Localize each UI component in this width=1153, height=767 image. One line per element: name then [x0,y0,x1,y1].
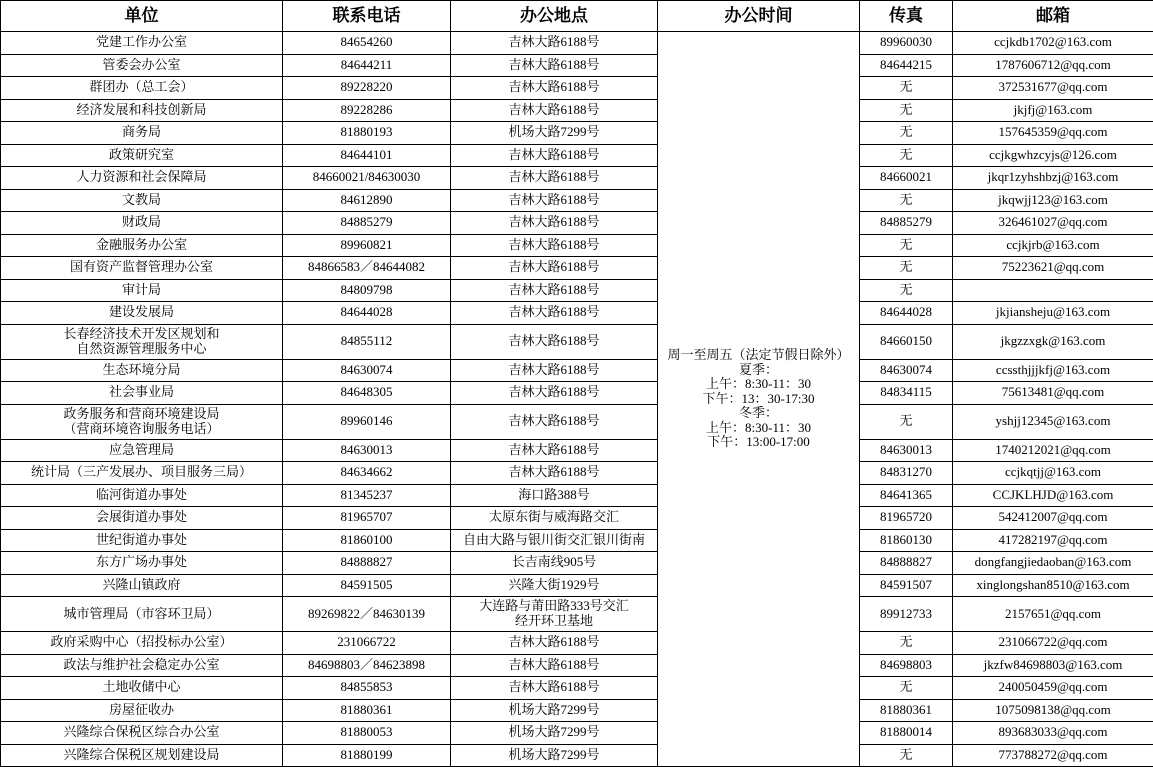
table-row [1,189,1153,212]
cell-unit: 统计局（三产发展办、项目服务三局） [1,462,283,485]
table-row [1,257,1153,280]
table-row [1,462,1153,485]
column-header-email: 邮箱 [953,1,1153,32]
cell-address: 机场大路7299号 [451,722,658,745]
cell-email: 1740212021@qq.com [953,439,1153,462]
cell-phone: 84855112 [283,324,451,359]
cell-fax: 84630074 [860,359,953,382]
table-row [1,552,1153,575]
cell-address: 机场大路7299号 [451,122,658,145]
cell-address: 吉林大路6188号 [451,189,658,212]
office-hours-line: 下午：13：30-17:30 [660,392,857,407]
table-row [1,324,1153,359]
column-header-fax: 传真 [860,1,953,32]
table-row [1,279,1153,302]
cell-email: jkgzzxgk@163.com [953,324,1153,359]
column-header-address: 办公地点 [451,1,658,32]
column-header-phone: 联系电话 [283,1,451,32]
cell-address: 吉林大路6188号 [451,144,658,167]
cell-unit: 社会事业局 [1,382,283,405]
cell-email: 372531677@qq.com [953,77,1153,100]
cell-email: 75613481@qq.com [953,382,1153,405]
table-row [1,574,1153,597]
cell-phone: 81345237 [283,484,451,507]
cell-email: jkzfw84698803@163.com [953,654,1153,677]
cell-unit: 审计局 [1,279,283,302]
cell-phone: 84648305 [283,382,451,405]
cell-address: 机场大路7299号 [451,744,658,767]
cell-address: 吉林大路6188号 [451,99,658,122]
office-hours-line: 周一至周五（法定节假日除外） [660,348,857,363]
cell-address: 吉林大路6188号 [451,632,658,655]
cell-address: 吉林大路6188号 [451,439,658,462]
cell-phone: 84634662 [283,462,451,485]
cell-unit: 经济发展和科技创新局 [1,99,283,122]
table-row [1,677,1153,700]
cell-phone: 81880053 [283,722,451,745]
table-header-row [1,1,1153,32]
cell-address: 吉林大路6188号 [451,77,658,100]
cell-fax: 无 [860,632,953,655]
table-row [1,77,1153,100]
cell-email: ccssthjjjkfj@163.com [953,359,1153,382]
cell-fax: 无 [860,144,953,167]
cell-email: 1787606712@qq.com [953,54,1153,77]
cell-unit: 世纪街道办事处 [1,529,283,552]
cell-fax: 无 [860,234,953,257]
cell-address: 太原东街与威海路交汇 [451,507,658,530]
cell-fax: 84660021 [860,167,953,190]
cell-phone: 84630013 [283,439,451,462]
cell-phone: 89228220 [283,77,451,100]
cell-email: ccjkdb1702@163.com [953,32,1153,55]
cell-fax: 无 [860,404,953,439]
cell-fax: 84644028 [860,302,953,325]
cell-address: 长吉南线905号 [451,552,658,575]
cell-phone: 84698803／84623898 [283,654,451,677]
column-header-unit: 单位 [1,1,283,32]
table-row [1,484,1153,507]
cell-address: 吉林大路6188号 [451,404,658,439]
cell-phone: 84866583／84644082 [283,257,451,280]
office-hours-line: 上午：8:30-11：30 [660,377,857,392]
cell-phone: 89960146 [283,404,451,439]
cell-email: 542412007@qq.com [953,507,1153,530]
cell-unit: 商务局 [1,122,283,145]
office-hours-line: 下午：13:00-17:00 [660,435,857,450]
cell-unit: 房屋征收办 [1,699,283,722]
office-hours-line: 冬季： [660,406,857,421]
cell-email: ccjkqtjj@163.com [953,462,1153,485]
cell-fax: 无 [860,122,953,145]
cell-phone: 84630074 [283,359,451,382]
cell-unit: 文教局 [1,189,283,212]
table-row [1,54,1153,77]
table-row [1,722,1153,745]
cell-unit: 会展街道办事处 [1,507,283,530]
cell-email: jkqwjj123@163.com [953,189,1153,212]
cell-phone: 84660021/84630030 [283,167,451,190]
cell-fax: 84630013 [860,439,953,462]
table-body [1,32,1153,767]
cell-phone: 84654260 [283,32,451,55]
table-row [1,234,1153,257]
cell-email: yshjj12345@163.com [953,404,1153,439]
cell-fax: 84834115 [860,382,953,405]
cell-unit: 政法与维护社会稳定办公室 [1,654,283,677]
cell-fax: 无 [860,99,953,122]
cell-address: 吉林大路6188号 [451,234,658,257]
cell-phone: 81880199 [283,744,451,767]
cell-unit: 建设发展局 [1,302,283,325]
cell-unit: 金融服务办公室 [1,234,283,257]
cell-address: 机场大路7299号 [451,699,658,722]
cell-fax: 81965720 [860,507,953,530]
cell-address: 吉林大路6188号 [451,654,658,677]
cell-unit: 兴隆山镇政府 [1,574,283,597]
cell-address: 吉林大路6188号 [451,257,658,280]
cell-office-hours [658,32,860,767]
cell-unit: 人力资源和社会保障局 [1,167,283,190]
cell-unit: 东方广场办事处 [1,552,283,575]
table-row [1,529,1153,552]
cell-address: 兴隆大街1929号 [451,574,658,597]
cell-phone: 84809798 [283,279,451,302]
cell-email: jkjiansheju@163.com [953,302,1153,325]
cell-phone: 81880361 [283,699,451,722]
cell-address: 海口路388号 [451,484,658,507]
table-row [1,632,1153,655]
cell-phone: 84644211 [283,54,451,77]
cell-address: 吉林大路6188号 [451,212,658,235]
cell-unit: 财政局 [1,212,283,235]
cell-fax: 81880014 [860,722,953,745]
cell-unit: 国有资产监督管理办公室 [1,257,283,280]
cell-email: ccjkjrb@163.com [953,234,1153,257]
cell-email: 893683033@qq.com [953,722,1153,745]
cell-email: 75223621@qq.com [953,257,1153,280]
table-row [1,99,1153,122]
table-row [1,359,1153,382]
cell-fax: 84641365 [860,484,953,507]
cell-email: 417282197@qq.com [953,529,1153,552]
cell-address: 吉林大路6188号 [451,324,658,359]
cell-unit: 兴隆综合保税区综合办公室 [1,722,283,745]
cell-fax: 84644215 [860,54,953,77]
table-row [1,597,1153,632]
cell-fax: 81860130 [860,529,953,552]
cell-fax: 84888827 [860,552,953,575]
cell-unit: 长春经济技术开发区规划和 自然资源管理服务中心 [1,324,283,359]
cell-phone: 84888827 [283,552,451,575]
cell-unit: 生态环境分局 [1,359,283,382]
cell-address: 吉林大路6188号 [451,54,658,77]
cell-fax: 84831270 [860,462,953,485]
cell-address: 吉林大路6188号 [451,677,658,700]
cell-phone: 84885279 [283,212,451,235]
cell-address: 吉林大路6188号 [451,279,658,302]
cell-unit: 政策研究室 [1,144,283,167]
column-header-office-hours: 办公时间 [658,1,860,32]
cell-address: 自由大路与银川街交汇银川街南 [451,529,658,552]
table-row [1,167,1153,190]
cell-fax: 84885279 [860,212,953,235]
cell-phone: 231066722 [283,632,451,655]
cell-address: 吉林大路6188号 [451,167,658,190]
cell-fax: 89912733 [860,597,953,632]
cell-phone: 84612890 [283,189,451,212]
cell-email: 157645359@qq.com [953,122,1153,145]
cell-fax: 无 [860,677,953,700]
office-hours-line: 上午：8:30-11：30 [660,421,857,436]
cell-address: 大连路与莆田路333号交汇 经开环卫基地 [451,597,658,632]
cell-address: 吉林大路6188号 [451,32,658,55]
cell-unit: 党建工作办公室 [1,32,283,55]
cell-fax: 81880361 [860,699,953,722]
cell-fax: 无 [860,257,953,280]
table-row [1,32,1153,55]
cell-fax: 无 [860,189,953,212]
cell-email: jkqr1zyhshbzj@163.com [953,167,1153,190]
cell-email: 240050459@qq.com [953,677,1153,700]
cell-email: ccjkgwhzcyjs@126.com [953,144,1153,167]
cell-fax: 84660150 [860,324,953,359]
cell-address: 吉林大路6188号 [451,359,658,382]
cell-email: 1075098138@qq.com [953,699,1153,722]
cell-email: 773788272@qq.com [953,744,1153,767]
cell-address: 吉林大路6188号 [451,382,658,405]
cell-fax: 84698803 [860,654,953,677]
cell-unit: 兴隆综合保税区规划建设局 [1,744,283,767]
cell-unit: 城市管理局（市容环卫局） [1,597,283,632]
table-row [1,654,1153,677]
cell-phone: 84591505 [283,574,451,597]
table-row [1,302,1153,325]
cell-phone: 81965707 [283,507,451,530]
cell-email [953,279,1153,302]
cell-fax: 无 [860,77,953,100]
cell-phone: 84855853 [283,677,451,700]
cell-unit: 政府采购中心（招投标办公室） [1,632,283,655]
cell-unit: 管委会办公室 [1,54,283,77]
cell-unit: 群团办（总工会） [1,77,283,100]
cell-address: 吉林大路6188号 [451,462,658,485]
table-row [1,122,1153,145]
office-hours-line: 夏季： [660,363,857,378]
cell-unit: 政务服务和营商环境建设局 （营商环境咨询服务电话） [1,404,283,439]
cell-email: xinglongshan8510@163.com [953,574,1153,597]
cell-phone: 84644101 [283,144,451,167]
cell-unit: 土地收储中心 [1,677,283,700]
cell-phone: 81880193 [283,122,451,145]
table-row [1,439,1153,462]
cell-phone: 89228286 [283,99,451,122]
cell-fax: 无 [860,744,953,767]
cell-phone: 89269822／84630139 [283,597,451,632]
cell-email: 2157651@qq.com [953,597,1153,632]
cell-fax: 84591507 [860,574,953,597]
cell-fax: 89960030 [860,32,953,55]
cell-email: 231066722@qq.com [953,632,1153,655]
table-row [1,212,1153,235]
cell-email: jkjfj@163.com [953,99,1153,122]
table-row [1,404,1153,439]
cell-phone: 81860100 [283,529,451,552]
cell-phone: 89960821 [283,234,451,257]
cell-email: dongfangjiedaoban@163.com [953,552,1153,575]
cell-email: CCJKLHJD@163.com [953,484,1153,507]
table-row [1,144,1153,167]
table-row [1,699,1153,722]
cell-unit: 临河街道办事处 [1,484,283,507]
table-row [1,744,1153,767]
cell-email: 326461027@qq.com [953,212,1153,235]
table-row [1,507,1153,530]
cell-fax: 无 [860,279,953,302]
table-row [1,382,1153,405]
cell-address: 吉林大路6188号 [451,302,658,325]
cell-unit: 应急管理局 [1,439,283,462]
cell-phone: 84644028 [283,302,451,325]
